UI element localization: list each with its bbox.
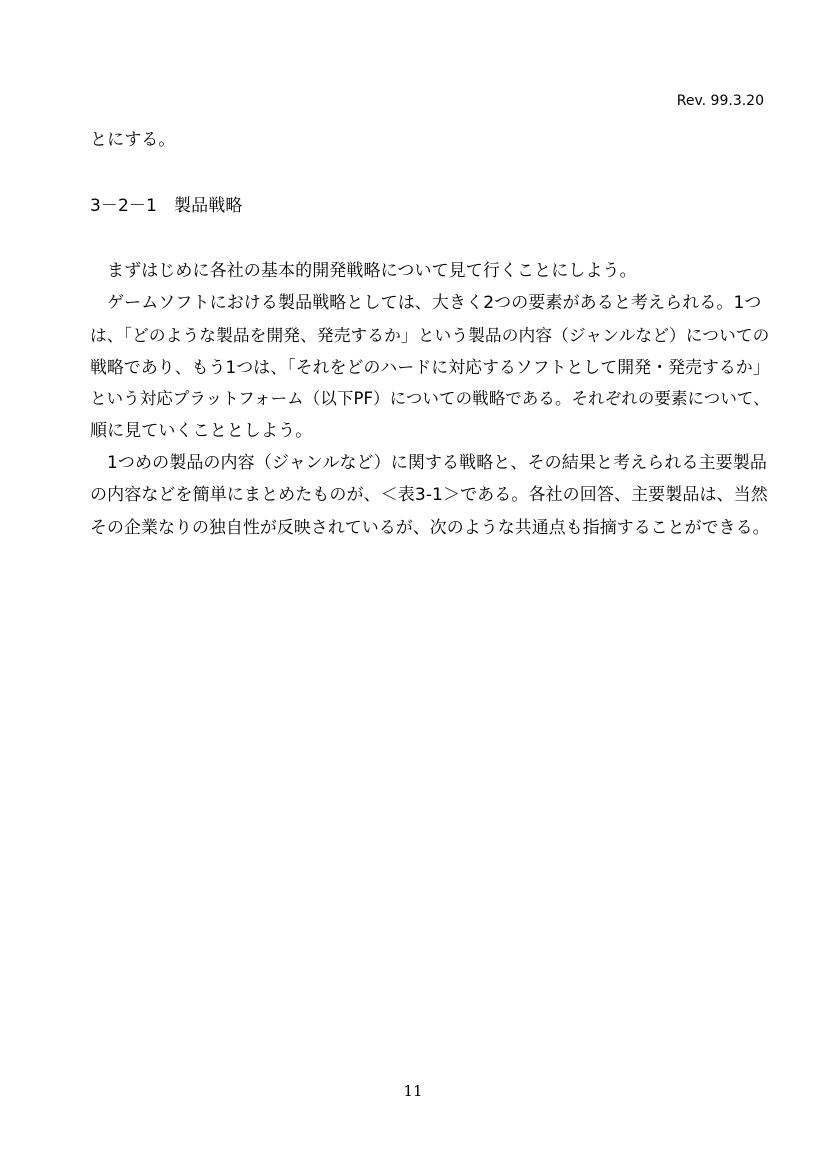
section-heading: 3－2－1 製品戦略: [90, 196, 243, 216]
paragraph-2-line-5: 順に見ていくこととしよう。: [90, 421, 313, 441]
paragraph-2-line-1: ゲームソフトにおける製品戦略としては、大きく2つの要素があると考えられる。1つ: [107, 293, 762, 313]
paragraph-2-line-2: は、「どのような製品を開発、発売するか」という製品の内容（ジャンルなど）についての: [90, 325, 770, 345]
paragraph-2-line-3: 戦略であり、もう1つは、「それをどのハードに対応するソフトとして開発・発売するか」: [90, 357, 770, 377]
paragraph-2-line-4: という対応プラットフォーム（以下PF）についての戦略である。それぞれの要素について、: [90, 389, 770, 408]
paragraph-3-line-3: その企業なりの独自性が反映されているが、次のような共通点も指摘することができる。: [90, 517, 770, 537]
page-number: 11: [403, 1082, 423, 1100]
paragraph-1: まずはじめに各社の基本的開発戦略について見て行くことにしよう。: [107, 261, 637, 281]
paragraph-3-line-2: の内容などを簡単にまとめたものが、＜表3-1＞である。各社の回答、主要製品は、当然: [90, 485, 768, 505]
paragraph-3-line-1: 1つめの製品の内容（ジャンルなど）に関する戦略と、その結果と考えられる主要製品: [107, 453, 767, 473]
lead-text: とにする。: [90, 130, 176, 150]
revision-label: Rev. 99.3.20: [676, 93, 764, 109]
